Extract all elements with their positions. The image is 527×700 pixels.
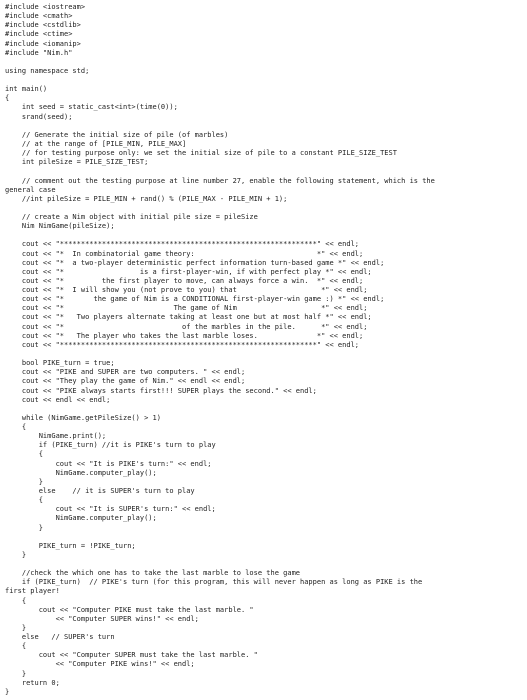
code-line: cout << "* The game of Nim *" << endl; [5, 304, 368, 313]
code-line: srand(seed); [5, 112, 73, 121]
code-line: if (PIKE_turn) // PIKE's turn (for this program, this will never happen as long as PIKE is the [5, 578, 423, 587]
code-line: NimGame.computer_play(); [5, 468, 157, 477]
code-line: Nim NimGame(pileSize); [5, 222, 115, 231]
code-line: cout << "*************************************************************" << endl; [5, 340, 360, 349]
code-line: cout << "* Two players alternate taking at least one but at most half *" << endl; [5, 313, 372, 322]
code-line: NimGame.print(); [5, 432, 107, 441]
code-line: int pileSize = PILE_SIZE_TEST; [5, 158, 149, 167]
code-line: { [5, 596, 27, 605]
code-line: cout << "* of the marbles in the pile. *" << endl; [5, 322, 368, 331]
code-line: } [5, 550, 27, 559]
code-line: using namespace std; [5, 66, 90, 75]
code-line: bool PIKE_turn = true; [5, 359, 115, 368]
code-line: << "Computer SUPER wins!" << endl; [5, 614, 199, 623]
code-line: } [5, 669, 27, 678]
code-line: NimGame.computer_play(); [5, 514, 157, 523]
code-line: // comment out the testing purpose at line number 27, enable the following statement, which is the [5, 176, 435, 185]
code-line: cout << "* I will show you (not prove to you) that *" << endl; [5, 286, 368, 295]
code-line: general case [5, 185, 56, 194]
code-line: int main() [5, 85, 48, 94]
code-line: { [5, 94, 10, 103]
code-line: first player! [5, 587, 60, 596]
code-line: cout << endl << endl; [5, 395, 111, 404]
code-line: cout << "Computer PIKE must take the last marble. " [5, 605, 254, 614]
code-line: //int pileSize = PILE_MIN + rand() % (PILE_MAX - PILE_MIN + 1); [5, 194, 288, 203]
code-line: cout << "They play the game of Nim." << endl << endl; [5, 377, 246, 386]
code-line: return 0; [5, 678, 60, 687]
code-line: else // SUPER's turn [5, 633, 115, 642]
code-line: { [5, 642, 27, 651]
code-line: // create a Nim object with initial pile size = pileSize [5, 213, 258, 222]
code-line: } [5, 477, 43, 486]
code-line: { [5, 496, 43, 505]
code-line: cout << "* a two-player deterministic perfect information turn-based game *" << endl; [5, 258, 385, 267]
code-line: #include "Nim.h" [5, 48, 73, 57]
code-line: cout << "PIKE always starts first!!! SUPER plays the second." << endl; [5, 386, 317, 395]
code-line: #include <iostream> [5, 3, 86, 11]
code-line: //check the which one has to take the last marble to lose the game [5, 569, 301, 578]
code-line: else // it is SUPER's turn to play [5, 486, 195, 495]
code-line: cout << "*************************************************************" << endl; [5, 240, 360, 249]
code-line: cout << "PIKE and SUPER are two computers. " << endl; [5, 368, 246, 377]
code-line: } [5, 687, 10, 696]
code-line: cout << "* the first player to move, can always force a win. *" << endl; [5, 276, 364, 285]
code-line: cout << "It is PIKE's turn:" << endl; [5, 459, 212, 468]
code-line: << "Computer PIKE wins!" << endl; [5, 660, 195, 669]
code-line: #include <iomanip> [5, 39, 81, 48]
code-line: cout << "* The player who takes the last marble loses. *" << endl; [5, 331, 364, 340]
code-line: if (PIKE_turn) //it is PIKE's turn to play [5, 441, 216, 450]
code-line: } [5, 623, 27, 632]
code-line: cout << "* is a first-player-win, if with perfect play *" << endl; [5, 267, 372, 276]
code-line: cout << "* In combinatorial game theory: *" << endl; [5, 249, 364, 258]
code-line: } [5, 523, 43, 532]
code-line: cout << "It is SUPER's turn:" << endl; [5, 505, 216, 514]
code-line: int seed = static_cast<int>(time(0)); [5, 103, 178, 112]
code-line: { [5, 423, 27, 432]
code-line: // Generate the initial size of pile (of marbles) [5, 130, 229, 139]
code-line: #include <ctime> [5, 30, 73, 39]
code-line: cout << "Computer SUPER must take the last marble. " [5, 651, 258, 660]
code-line: // at the range of [PILE_MIN, PILE_MAX] [5, 139, 187, 148]
code-line: // for testing purpose only: we set the initial size of pile to a constant PILE_SIZE_TEST [5, 149, 397, 158]
code-line: cout << "* the game of Nim is a CONDITIONAL first-player-win game :) *" << endl; [5, 295, 385, 304]
code-line: #include <cstdlib> [5, 21, 81, 30]
code-line: while (NimGame.getPileSize() > 1) [5, 413, 161, 422]
code-line: { [5, 450, 43, 459]
code-line: PIKE_turn = !PIKE_turn; [5, 541, 136, 550]
code-line: #include <cmath> [5, 12, 73, 21]
